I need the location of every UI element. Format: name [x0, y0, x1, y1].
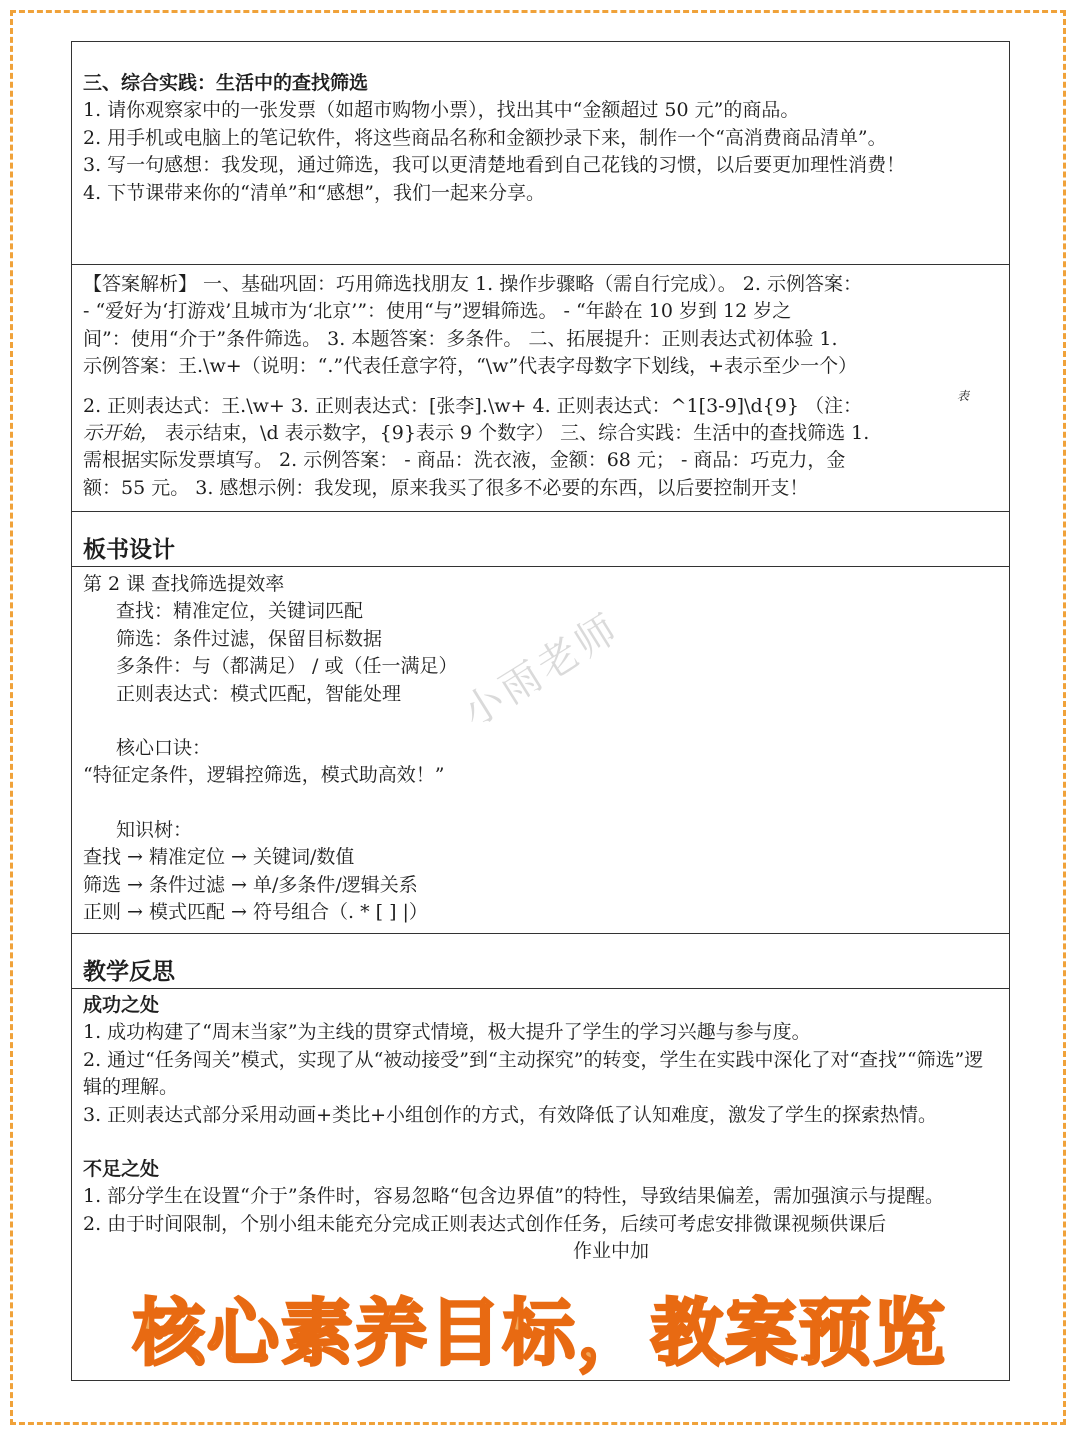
reflection-title-row: [72, 934, 1009, 989]
board-item: 正则表达式：模式匹配，智能处理: [116, 682, 402, 705]
success-item: 1. 成功构建了“周末当家”为主线的贯穿式情境，极大提升了学生的学习兴趣与参与度。: [83, 1021, 811, 1044]
answer-italic-fragment: 示开始，: [83, 422, 160, 445]
practice-item: 2. 用手机或电脑上的笔记软件，将这些商品名称和金额抄录下来，制作一个“高消费商品清单”。: [83, 126, 887, 149]
success-title: 成功之处: [83, 994, 160, 1016]
practice-title: 三、综合实践：生活中的查找筛选: [83, 72, 369, 94]
lesson-plan-document: [71, 41, 1010, 1381]
answer-line: 2. 正则表达式：王.\w+ 3. 正则表达式：[张李].\w+ 4. 正则表达式：^1[3-9]\d{9} （注：: [83, 394, 862, 417]
board-tree-row: 正则 → 模式匹配 → 符号组合（. * [ ] |）: [83, 901, 428, 924]
board-title-row: [72, 512, 1009, 567]
reflection-title: 教学反思: [83, 959, 175, 985]
practice-item: 3. 写一句感想：我发现，通过筛选，我可以更清楚地看到自己花钱的习惯，以后要更加理性消费！: [83, 154, 906, 177]
weak-title: 不足之处: [83, 1158, 160, 1181]
weak-partial-line: 作业中加: [573, 1240, 650, 1263]
practice-section: [72, 42, 1009, 265]
board-motto-label: 核心口诀：: [116, 737, 212, 760]
success-item: 2. 通过“任务闯关”模式，实现了从“被动接受”到“主动探究”的转变，学生在实践中深化了对“查找”“筛选”逻辑的理解。: [83, 1048, 984, 1099]
answer-line: - “爱好为‘打游戏’且城市为‘北京’”：使用“与”逻辑筛选。 - “年龄在 10 岁到 12 岁之: [83, 300, 792, 323]
board-motto: “特征定条件，逻辑控筛选，模式助高效！”: [83, 764, 445, 787]
answer-line: 示例答案：王.\w+（说明：“.”代表任意字符，“\w”代表字母数字下划线，+表示至少一个）: [83, 355, 858, 378]
answer-line: 额：55 元。 3. 感想示例：我发现，原来我买了很多不必要的东西，以后要控制开支！: [83, 476, 809, 499]
board-item: 多条件：与（都满足） / 或（任一满足）: [116, 655, 458, 678]
board-title: 板书设计: [83, 537, 175, 563]
answer-line: 【答案解析】 一、基础巩固：巧用筛选找朋友 1. 操作步骤略（需自行完成）。 2. 示例答案：: [83, 273, 862, 295]
answer-line: 需根据实际发票填写。 2. 示例答案： - 商品：洗衣液，金额：68 元； - 商品：巧克力，金: [83, 449, 846, 472]
board-item: 筛选：条件过滤，保留目标数据: [116, 627, 383, 650]
watermark-text: 小雨老师: [454, 604, 629, 737]
board-section: [72, 567, 1009, 934]
board-item: 查找：精准定位，关键词匹配: [116, 600, 364, 623]
answers-section: [72, 265, 1009, 512]
board-lesson: 第 2 课 查找筛选提效率: [83, 573, 285, 595]
promo-banner: 核心素养目标，教案预览: [132, 1291, 947, 1375]
answer-line: [83, 420, 997, 447]
answer-line: 间”：使用“介于”条件筛选。 3. 本题答案：多条件。 二、拓展提升：正则表达式初体验 1.: [83, 327, 838, 350]
answer-small-note: 表: [956, 389, 969, 403]
weak-item: 1. 部分学生在设置“介于”条件时，容易忽略“包含边界值”的特性，导致结果偏差，需加强演示与提醒。: [83, 1185, 945, 1208]
answer-line-rest: 表示结束，\d 表示数字，{9}表示 9 个数字） 三、综合实践：生活中的查找筛选 1.: [159, 422, 870, 445]
practice-item: 4. 下节课带来你的“清单”和“感想”，我们一起来分享。: [83, 181, 546, 204]
board-tree-row: 查找 → 精准定位 → 关键词/数值: [83, 846, 355, 869]
success-item: 3. 正则表达式部分采用动画+类比+小组创作的方式，有效降低了认知难度，激发了学生的探索热情。: [83, 1103, 938, 1126]
board-tree-label: 知识树：: [116, 818, 193, 841]
practice-item: 1. 请你观察家中的一张发票（如超市购物小票），找出其中“金额超过 50 元”的商品。: [83, 99, 800, 122]
weak-item: 2. 由于时间限制，个别小组未能充分完成正则表达式创作任务，后续可考虑安排微课视频供课后: [83, 1212, 887, 1235]
board-tree-row: 筛选 → 条件过滤 → 单/多条件/逻辑关系: [83, 873, 418, 896]
